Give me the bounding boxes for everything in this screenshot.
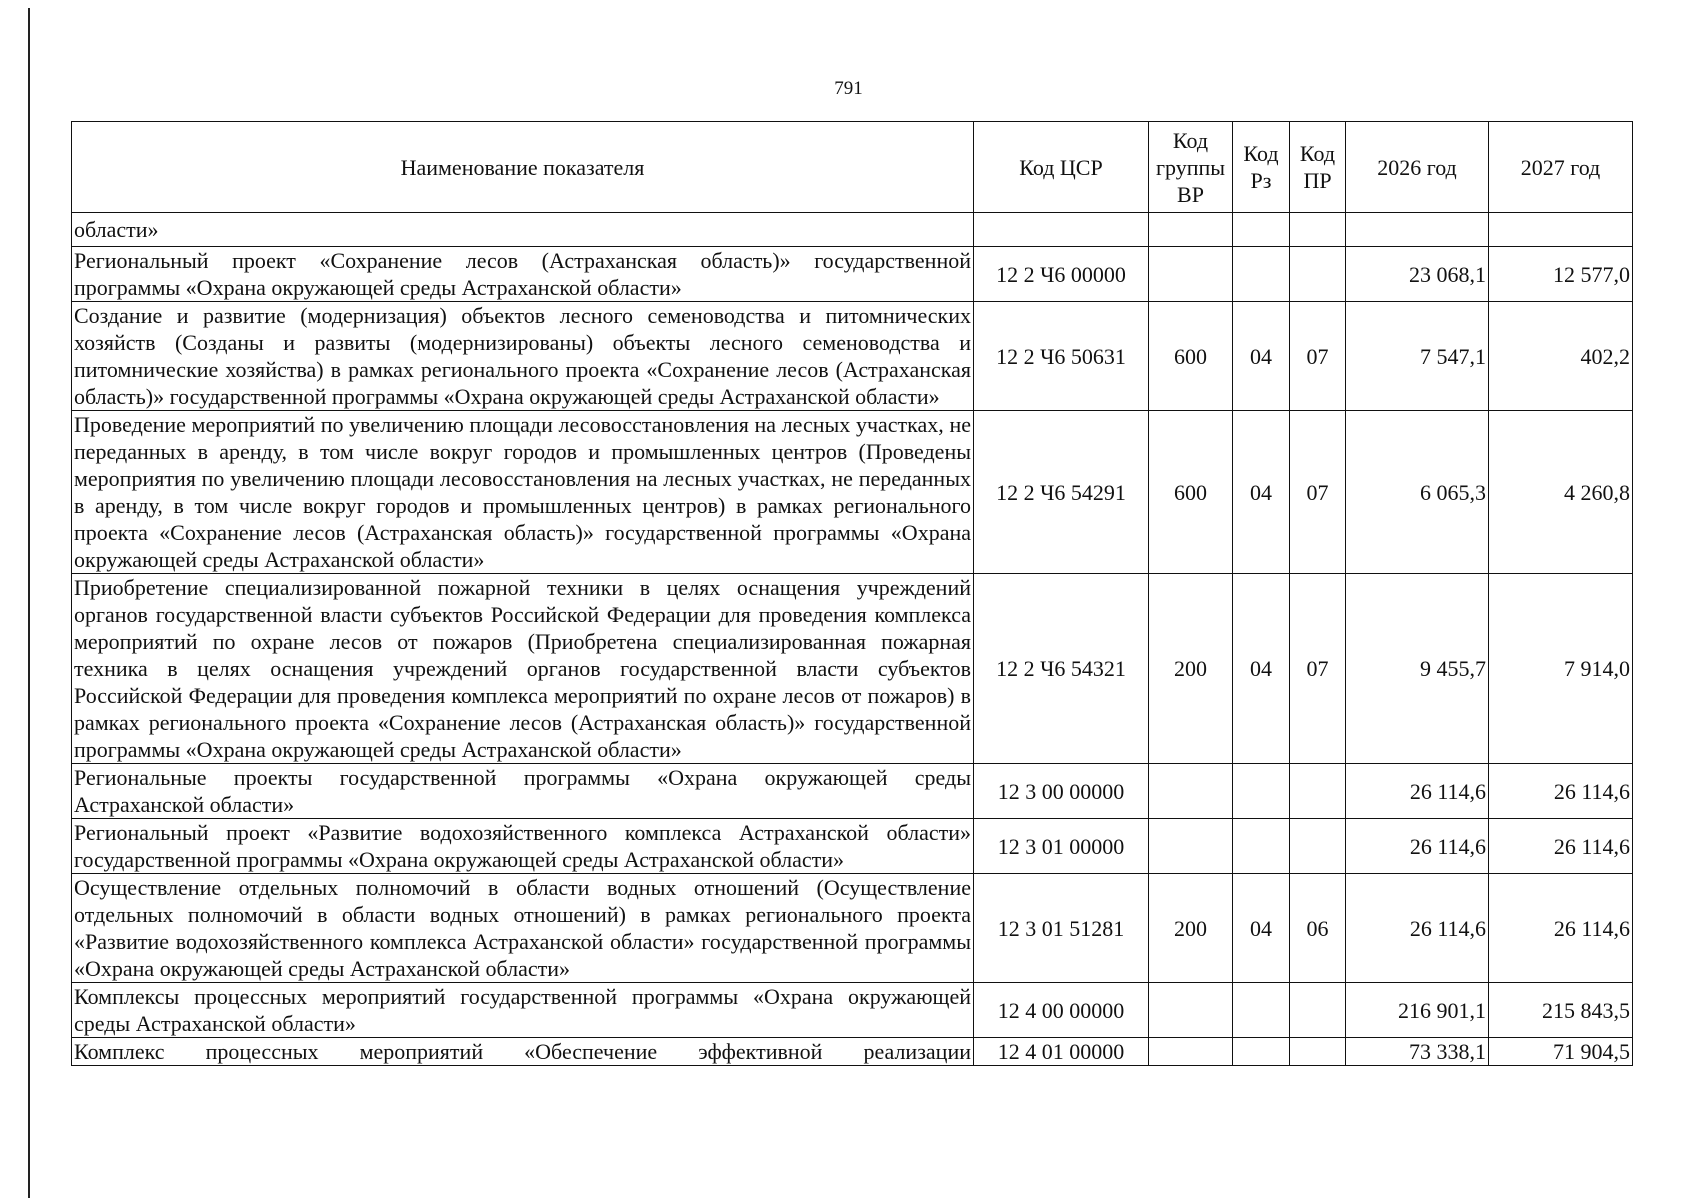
row-rz-cell xyxy=(1233,213,1290,247)
table-header-row xyxy=(72,122,1633,213)
row-csr-cell: 12 3 00 00000 xyxy=(974,764,1149,819)
row-csr-cell: 12 4 01 00000 xyxy=(974,1038,1149,1066)
row-name-cell: Создание и развитие (модернизация) объектов лесного семеноводства и питомнических хозяйств (Созданы и развиты (модернизированы) объекты лесного семеноводства и питомнические хозяйства) в рамках регионального проекта «Сохранение лесов (Астраханская область)» государственной программы «Охрана окружающей среды Астраханской области» xyxy=(72,302,974,411)
header-name: Наименование показателя xyxy=(72,122,974,213)
row-2026-cell: 6 065,3 xyxy=(1346,411,1489,574)
row-2026-cell: 73 338,1 xyxy=(1346,1038,1489,1066)
row-csr-cell: 12 2 Ч6 54321 xyxy=(974,574,1149,764)
table-row xyxy=(72,874,1633,983)
row-pr-cell xyxy=(1290,983,1346,1038)
row-pr-cell xyxy=(1290,764,1346,819)
row-pr-cell: 07 xyxy=(1290,411,1346,574)
row-2027-cell: 26 114,6 xyxy=(1489,764,1633,819)
table-row xyxy=(72,1038,1633,1066)
row-2027-cell: 402,2 xyxy=(1489,302,1633,411)
row-csr-cell: 12 2 Ч6 54291 xyxy=(974,411,1149,574)
row-2026-cell: 216 901,1 xyxy=(1346,983,1489,1038)
row-name-cell: Осуществление отдельных полномочий в области водных отношений (Осуществление отдельных полномочий в области водных отношений) в рамках регионального проекта «Развитие водохозяйственного комплекса Астраханской области» государственной программы «Охрана окружающей среды Астраханской области» xyxy=(72,874,974,983)
table-row xyxy=(72,411,1633,574)
row-name-cell: Проведение мероприятий по увеличению площади лесовосстановления на лесных участках, не переданных в аренду, в том числе вокруг городов и промышленных центров (Проведены мероприятия по увеличению площади лесовосстановления на лесных участках, не переданных в аренду, в том числе вокруг городов и промышленных центров) в рамках регионального проекта «Сохранение лесов (Астраханская область)» государственной программы «Охрана окружающей среды Астраханской области» xyxy=(72,411,974,574)
binding-margin-line xyxy=(28,8,30,1198)
row-vr-cell xyxy=(1149,213,1233,247)
row-rz-cell: 04 xyxy=(1233,574,1290,764)
page-number: 791 xyxy=(834,78,863,99)
row-name-cell: Приобретение специализированной пожарной техники в целях оснащения учреждений органов государственной власти субъектов Российской Федерации для проведения комплекса мероприятий по охране лесов от пожаров (Приобретена специализированная пожарная техника в целях оснащения учреждений органов государственной власти субъектов Российской Федерации для проведения комплекса мероприятий по охране лесов от пожаров) в рамках регионального проекта «Сохранение лесов (Астраханская область)» государственной программы «Охрана окружающей среды Астраханской области» xyxy=(72,574,974,764)
row-2027-cell: 26 114,6 xyxy=(1489,819,1633,874)
table-row xyxy=(72,247,1633,302)
row-vr-cell: 200 xyxy=(1149,574,1233,764)
header-year-2026: 2026 год xyxy=(1346,122,1489,213)
row-csr-cell: 12 2 Ч6 50631 xyxy=(974,302,1149,411)
row-2026-cell: 26 114,6 xyxy=(1346,764,1489,819)
row-vr-cell xyxy=(1149,819,1233,874)
header-year-2027: 2027 год xyxy=(1489,122,1633,213)
table-row xyxy=(72,983,1633,1038)
row-name-cell: Комплексы процессных мероприятий государственной программы «Охрана окружающей среды Астраханской области» xyxy=(72,983,974,1038)
row-rz-cell xyxy=(1233,819,1290,874)
row-2027-cell: 7 914,0 xyxy=(1489,574,1633,764)
header-rz-code: Код Рз xyxy=(1233,122,1290,213)
row-2026-cell: 26 114,6 xyxy=(1346,874,1489,983)
row-csr-cell: 12 3 01 51281 xyxy=(974,874,1149,983)
table-row xyxy=(72,213,1633,247)
row-2026-cell: 7 547,1 xyxy=(1346,302,1489,411)
row-rz-cell xyxy=(1233,983,1290,1038)
row-2027-cell: 215 843,5 xyxy=(1489,983,1633,1038)
row-name-cell: Региональный проект «Сохранение лесов (Астраханская область)» государственной программы «Охрана окружающей среды Астраханской области» xyxy=(72,247,974,302)
row-pr-cell xyxy=(1290,213,1346,247)
row-pr-cell xyxy=(1290,1038,1346,1066)
row-csr-cell: 12 2 Ч6 00000 xyxy=(974,247,1149,302)
row-2026-cell: 9 455,7 xyxy=(1346,574,1489,764)
row-pr-cell xyxy=(1290,819,1346,874)
row-csr-cell: 12 3 01 00000 xyxy=(974,819,1149,874)
row-pr-cell: 06 xyxy=(1290,874,1346,983)
table-row xyxy=(72,574,1633,764)
row-vr-cell xyxy=(1149,764,1233,819)
row-2027-cell: 4 260,8 xyxy=(1489,411,1633,574)
row-2026-cell: 23 068,1 xyxy=(1346,247,1489,302)
table-row xyxy=(72,819,1633,874)
row-name-cell: Региональные проекты государственной программы «Охрана окружающей среды Астраханской области» xyxy=(72,764,974,819)
row-csr-cell: 12 4 00 00000 xyxy=(974,983,1149,1038)
row-pr-cell: 07 xyxy=(1290,574,1346,764)
row-rz-cell xyxy=(1233,247,1290,302)
row-2027-cell xyxy=(1489,213,1633,247)
row-vr-cell xyxy=(1149,1038,1233,1066)
table-row xyxy=(72,302,1633,411)
row-vr-cell: 600 xyxy=(1149,302,1233,411)
row-name-cell: Комплекс процессных мероприятий «Обеспечение эффективной реализации xyxy=(72,1038,974,1066)
row-rz-cell xyxy=(1233,764,1290,819)
row-pr-cell: 07 xyxy=(1290,302,1346,411)
row-name-cell: области» xyxy=(72,213,974,247)
row-2026-cell xyxy=(1346,213,1489,247)
row-rz-cell: 04 xyxy=(1233,874,1290,983)
header-pr-code: Код ПР xyxy=(1290,122,1346,213)
row-vr-cell: 200 xyxy=(1149,874,1233,983)
row-vr-cell xyxy=(1149,247,1233,302)
row-csr-cell xyxy=(974,213,1149,247)
budget-table xyxy=(71,121,1633,1066)
row-vr-cell: 600 xyxy=(1149,411,1233,574)
row-2027-cell: 71 904,5 xyxy=(1489,1038,1633,1066)
row-vr-cell xyxy=(1149,983,1233,1038)
row-2027-cell: 26 114,6 xyxy=(1489,874,1633,983)
row-2027-cell: 12 577,0 xyxy=(1489,247,1633,302)
table-row xyxy=(72,764,1633,819)
row-rz-cell xyxy=(1233,1038,1290,1066)
row-name-cell: Региональный проект «Развитие водохозяйственного комплекса Астраханской области» государственной программы «Охрана окружающей среды Астраханской области» xyxy=(72,819,974,874)
row-2026-cell: 26 114,6 xyxy=(1346,819,1489,874)
row-pr-cell xyxy=(1290,247,1346,302)
header-vr-group-code: Код группы ВР xyxy=(1149,122,1233,213)
row-rz-cell: 04 xyxy=(1233,411,1290,574)
header-csr-code: Код ЦСР xyxy=(974,122,1149,213)
row-rz-cell: 04 xyxy=(1233,302,1290,411)
